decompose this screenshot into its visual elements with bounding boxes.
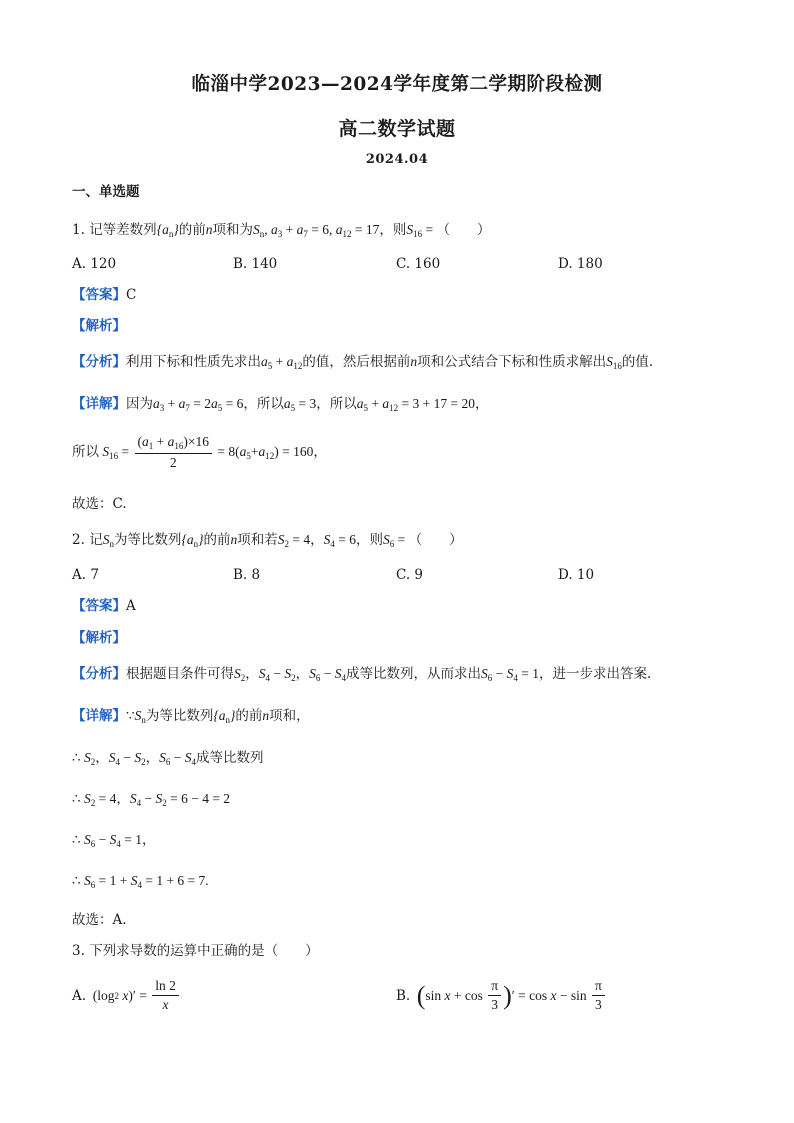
q1-option-c: C. 160	[396, 256, 441, 272]
q1-option-b: B. 140	[233, 256, 278, 272]
q1-answer: 【答案】C	[72, 287, 137, 303]
page-subtitle: 高二数学试题	[338, 118, 456, 140]
q1-fenxi: 【分析】利用下标和性质先求出$a_5 + a_{12}$的值，然后根据前n项和公式结合下标和性质求解出$S_{16}$的值.	[72, 354, 654, 371]
q2-option-a: A. 7	[72, 567, 99, 583]
q2-option-b: B. 8	[233, 567, 261, 583]
question-1-stem: 1. 记等差数列$\{a_n\}$的前n项和为$S_n$, $a_3 + a_7 = 6$, $a_{12} = 17$，则$S_{16}$ = （ ）	[72, 222, 491, 239]
section-heading: 一、单选题	[72, 184, 140, 200]
q1-detail: 【详解】因为$a_3 + a_7 = 2a_5 = 6$，所以$a_5 = 3$，所以$a_5 + a_{12} = 3 + 17 = 20$，	[72, 396, 489, 413]
q1-detail-formula: 所以 $S_{16}$ = $\frac{(a_1 + a_{16})\times 16}{2}$ = 8( $a_5$ + $a_{12}$ ) = 160，	[72, 434, 327, 470]
q2-step-4: ∴ $S_6 = 1 + S_4 = 1 + 6 = 7$.	[72, 873, 209, 890]
q2-step-1: ∴ $S_2$，$S_4 - S_2$，$S_6 - S_4$成等比数列	[72, 750, 264, 767]
question-3-stem: 3. 下列求导数的运算中正确的是（ ）	[72, 943, 319, 959]
q2-detail: 【详解】$\because S_n$为等比数列$\{a_n\}$的前n项和，	[72, 708, 310, 725]
q2-conclusion: 故选：A.	[72, 912, 127, 928]
q2-step-3: ∴ $S_6 - S_4 = 1$，	[72, 832, 156, 849]
q2-option-d: D. 10	[558, 567, 595, 583]
q3-option-a: A. (log 2 x )′ = $\frac{\ln 2}{x}$	[72, 978, 181, 1013]
q1-option-d: D. 180	[558, 256, 603, 272]
question-2-stem: 2. 记$S_n$为等比数列$\{a_n\}$的前n项和若$S_2 = 4$，$S_4 = 6$，则$S_6$ = （ ）	[72, 532, 463, 549]
exam-date: 2024.04	[365, 152, 429, 167]
q2-fenxi: 【分析】根据题目条件可得$S_2$，$S_4 - S_2$，$S_6 - S_4$成等比数列，从而求出$S_6 - S_4 = 1$，进一步求出答案.	[72, 666, 652, 683]
q1-option-a: A. 120	[72, 256, 117, 272]
q2-answer: 【答案】A	[72, 598, 136, 614]
q2-option-c: C. 9	[396, 567, 424, 583]
q1-conclusion: 故选：C.	[72, 496, 127, 512]
page-title: 临淄中学2023—2024学年度第二学期阶段检测	[191, 74, 603, 95]
q2-step-2: ∴ $S_2 = 4$，$S_4 - S_2 = 6 - 4 = 2$	[72, 791, 231, 808]
q1-analysis-label: 【解析】	[72, 318, 126, 334]
q3-option-b: B. ( sin x + cos $\frac{\pi}{3}$ ) ′ = cos x − sin $\frac{\pi}{3}$	[396, 978, 607, 1013]
q2-analysis-label: 【解析】	[72, 630, 126, 646]
